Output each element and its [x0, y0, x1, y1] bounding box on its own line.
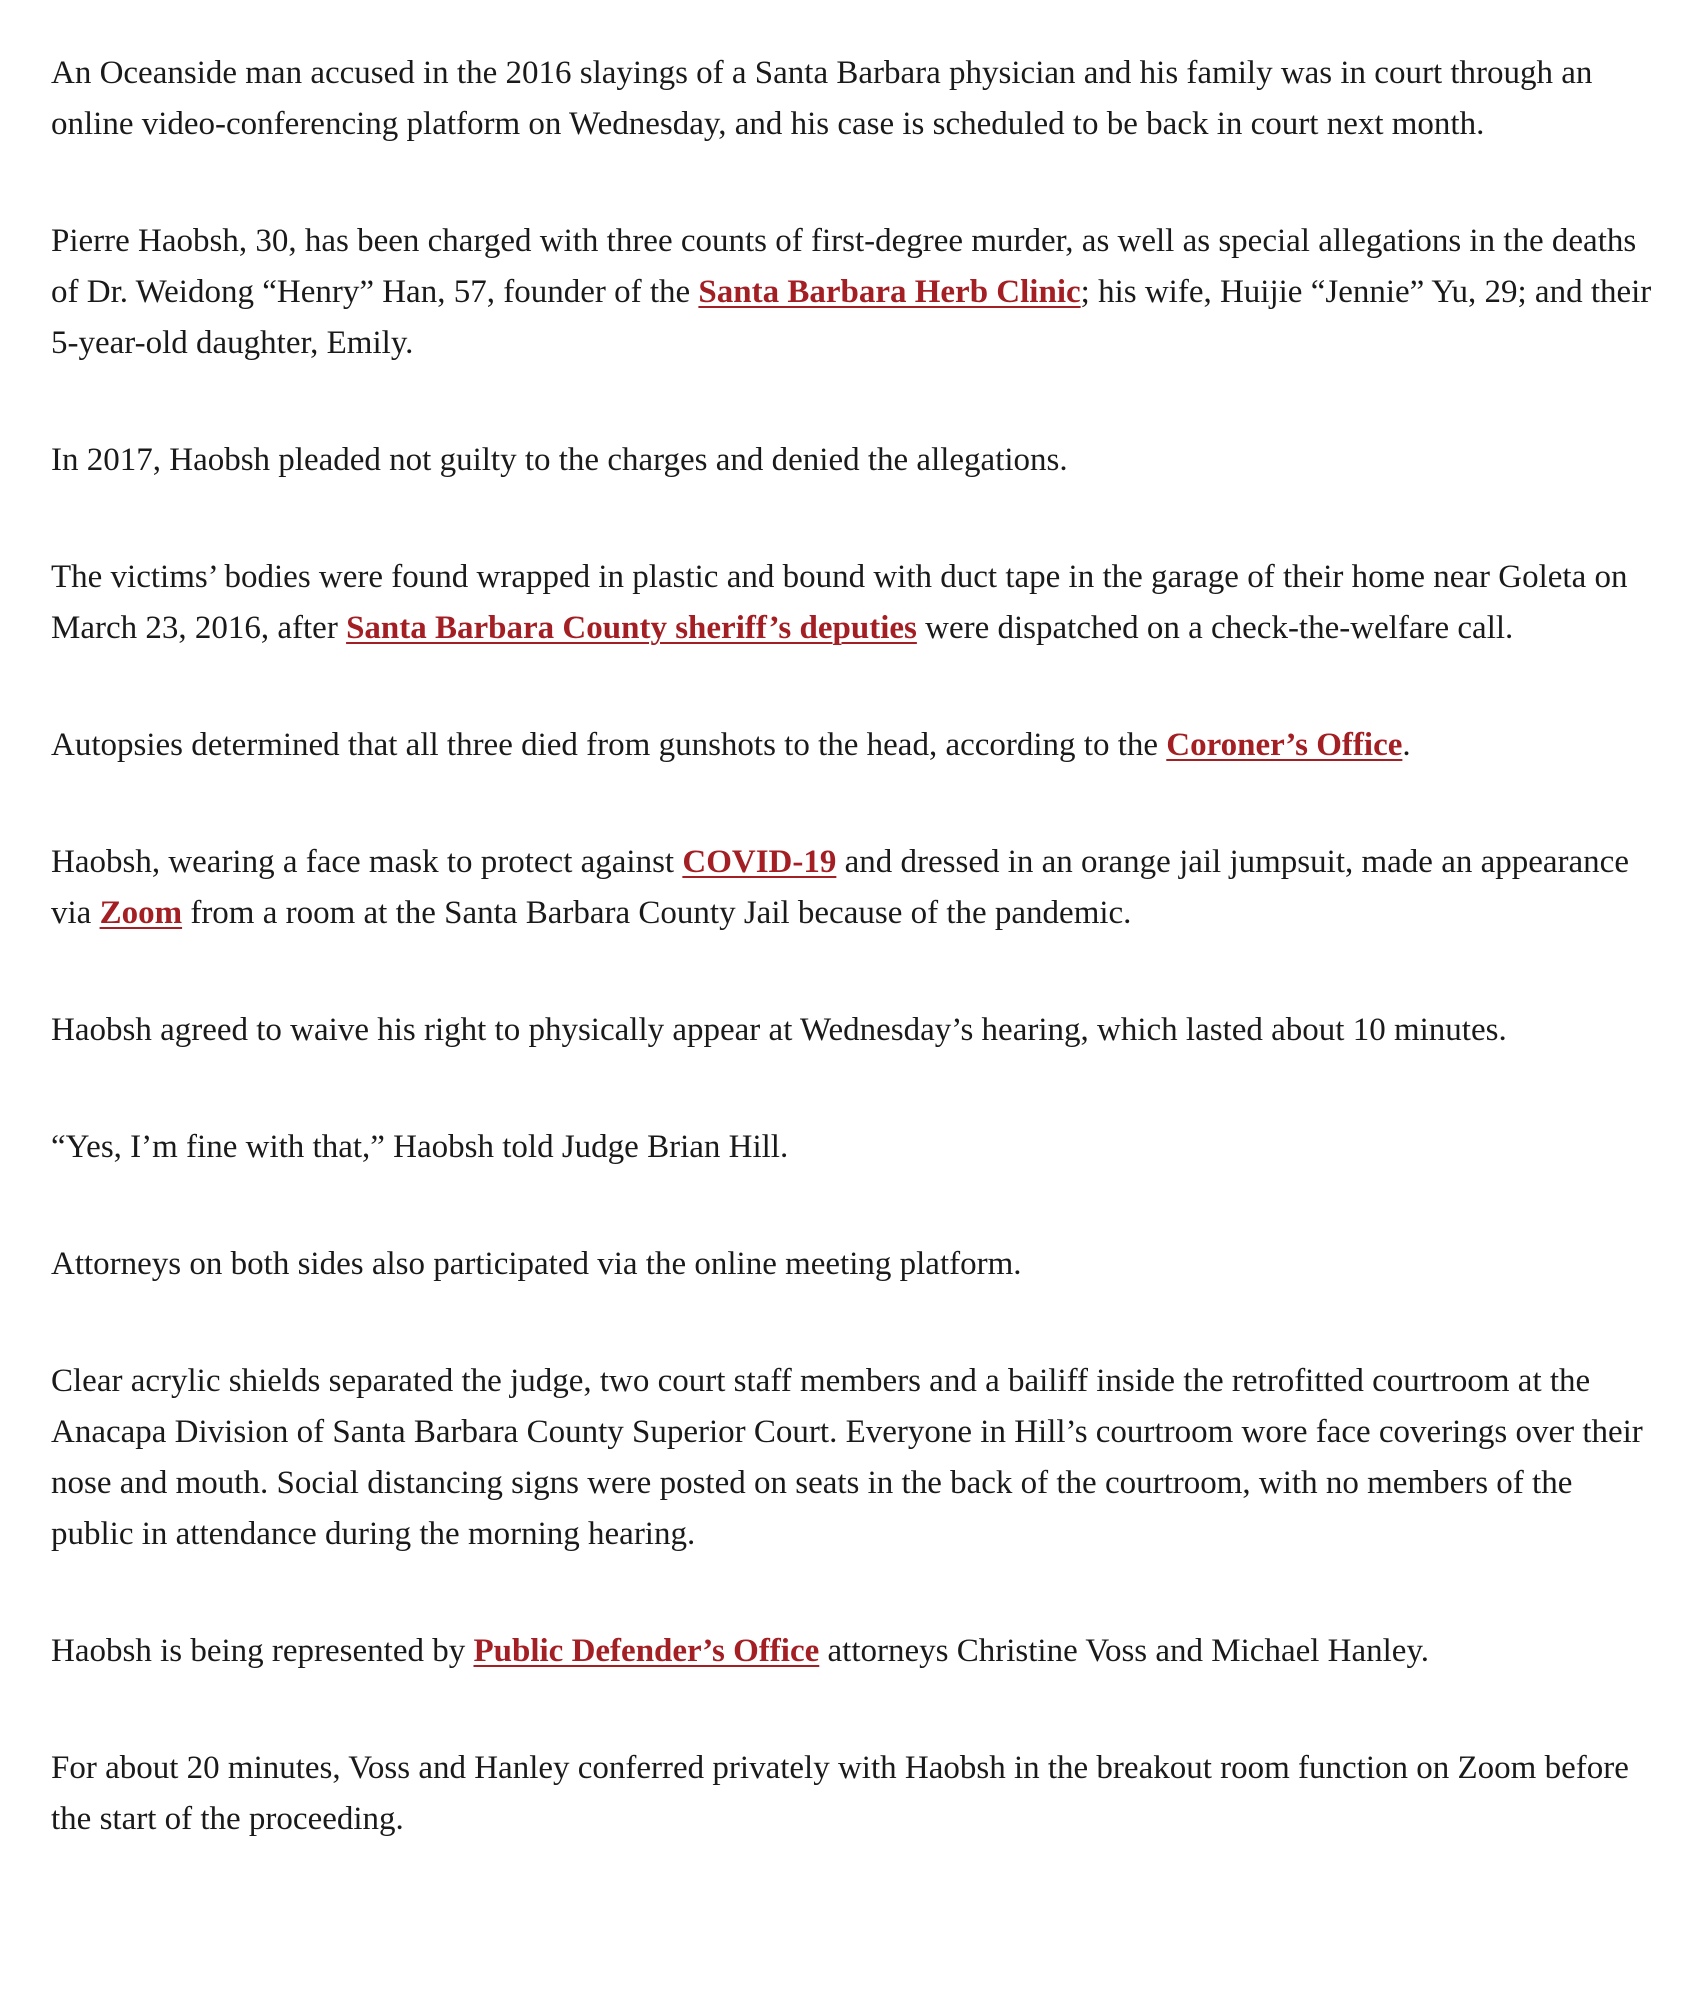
paragraph-plea — [51, 435, 1661, 486]
paragraph-text: and dressed in an orange jail jumpsuit, made an appearance via — [51, 844, 1629, 931]
paragraph-representation — [51, 1626, 1661, 1677]
paragraph-text: “Yes, I’m fine with that,” Haobsh told Judge Brian Hill. — [51, 1129, 789, 1165]
paragraph-text: An Oceanside man accused in the 2016 slayings of a Santa Barbara physician and his family was in court through an online video-conferencing platform on Wednesday, and his case is scheduled to be back in court next month. — [51, 55, 1593, 142]
paragraph-text: Haobsh is being represented by — [51, 1633, 474, 1669]
paragraph-breakout-room — [51, 1743, 1661, 1845]
paragraph-text: Attorneys on both sides also participated via the online meeting platform. — [51, 1246, 1022, 1282]
link-zoom[interactable]: Zoom — [99, 895, 183, 931]
paragraph-bodies-found — [51, 552, 1661, 654]
paragraph-text: Autopsies determined that all three died from gunshots to the head, according to the — [51, 727, 1167, 763]
paragraph-appearance — [51, 837, 1661, 939]
paragraph-intro — [51, 48, 1661, 150]
paragraph-text: Clear acrylic shields separated the judge, two court staff members and a bailiff inside the retrofitted courtroom at the Anacapa Division of Santa Barbara County Superior Court. Everyone in Hill’s courtroom wore face coverings over their nose and mouth. Social distancing signs were posted on seats in the back of the courtroom, with no members of the public in attendance during the morning hearing. — [51, 1363, 1643, 1552]
link-santa-barbara-herb-clinic[interactable]: Santa Barbara Herb Clinic — [698, 274, 1081, 310]
paragraph-text: For about 20 minutes, Voss and Hanley conferred privately with Haobsh in the breakout room function on Zoom before the start of the proceeding. — [51, 1750, 1629, 1837]
paragraph-courtroom — [51, 1356, 1661, 1560]
link-covid-19[interactable]: COVID-19 — [682, 844, 837, 880]
paragraph-text: In 2017, Haobsh pleaded not guilty to the charges and denied the allegations. — [51, 442, 1068, 478]
paragraph-charges — [51, 216, 1661, 369]
article-body — [51, 48, 1661, 1911]
paragraph-text: Pierre Haobsh, 30, has been charged with three counts of first-degree murder, as well as special allegations in the deaths of Dr. Weidong “Henry” Han, 57, founder of the — [51, 223, 1637, 310]
paragraph-waiver — [51, 1005, 1661, 1056]
paragraph-text: ; his wife, Huijie “Jennie” Yu, 29; and their 5-year-old daughter, Emily. — [51, 274, 1652, 361]
paragraph-text: . — [1402, 727, 1411, 763]
paragraph-quote — [51, 1122, 1661, 1173]
paragraph-text: The victims’ bodies were found wrapped in plastic and bound with duct tape in the garage of their home near Goleta on March 23, 2016, after — [51, 559, 1628, 646]
paragraph-autopsies — [51, 720, 1661, 771]
link-sheriffs-deputies[interactable]: Santa Barbara County sheriff’s deputies — [346, 610, 917, 646]
paragraph-text: were dispatched on a check-the-welfare call. — [916, 610, 1514, 646]
paragraph-text: from a room at the Santa Barbara County Jail because of the pandemic. — [182, 895, 1132, 931]
link-coroners-office[interactable]: Coroner’s Office — [1166, 727, 1403, 763]
paragraph-text: Haobsh agreed to waive his right to physically appear at Wednesday’s hearing, which lasted about 10 minutes. — [51, 1012, 1507, 1048]
link-public-defenders-office[interactable]: Public Defender’s Office — [473, 1633, 820, 1669]
paragraph-text: Haobsh, wearing a face mask to protect against — [51, 844, 683, 880]
paragraph-text: attorneys Christine Voss and Michael Hanley. — [819, 1633, 1430, 1669]
paragraph-attorneys — [51, 1239, 1661, 1290]
